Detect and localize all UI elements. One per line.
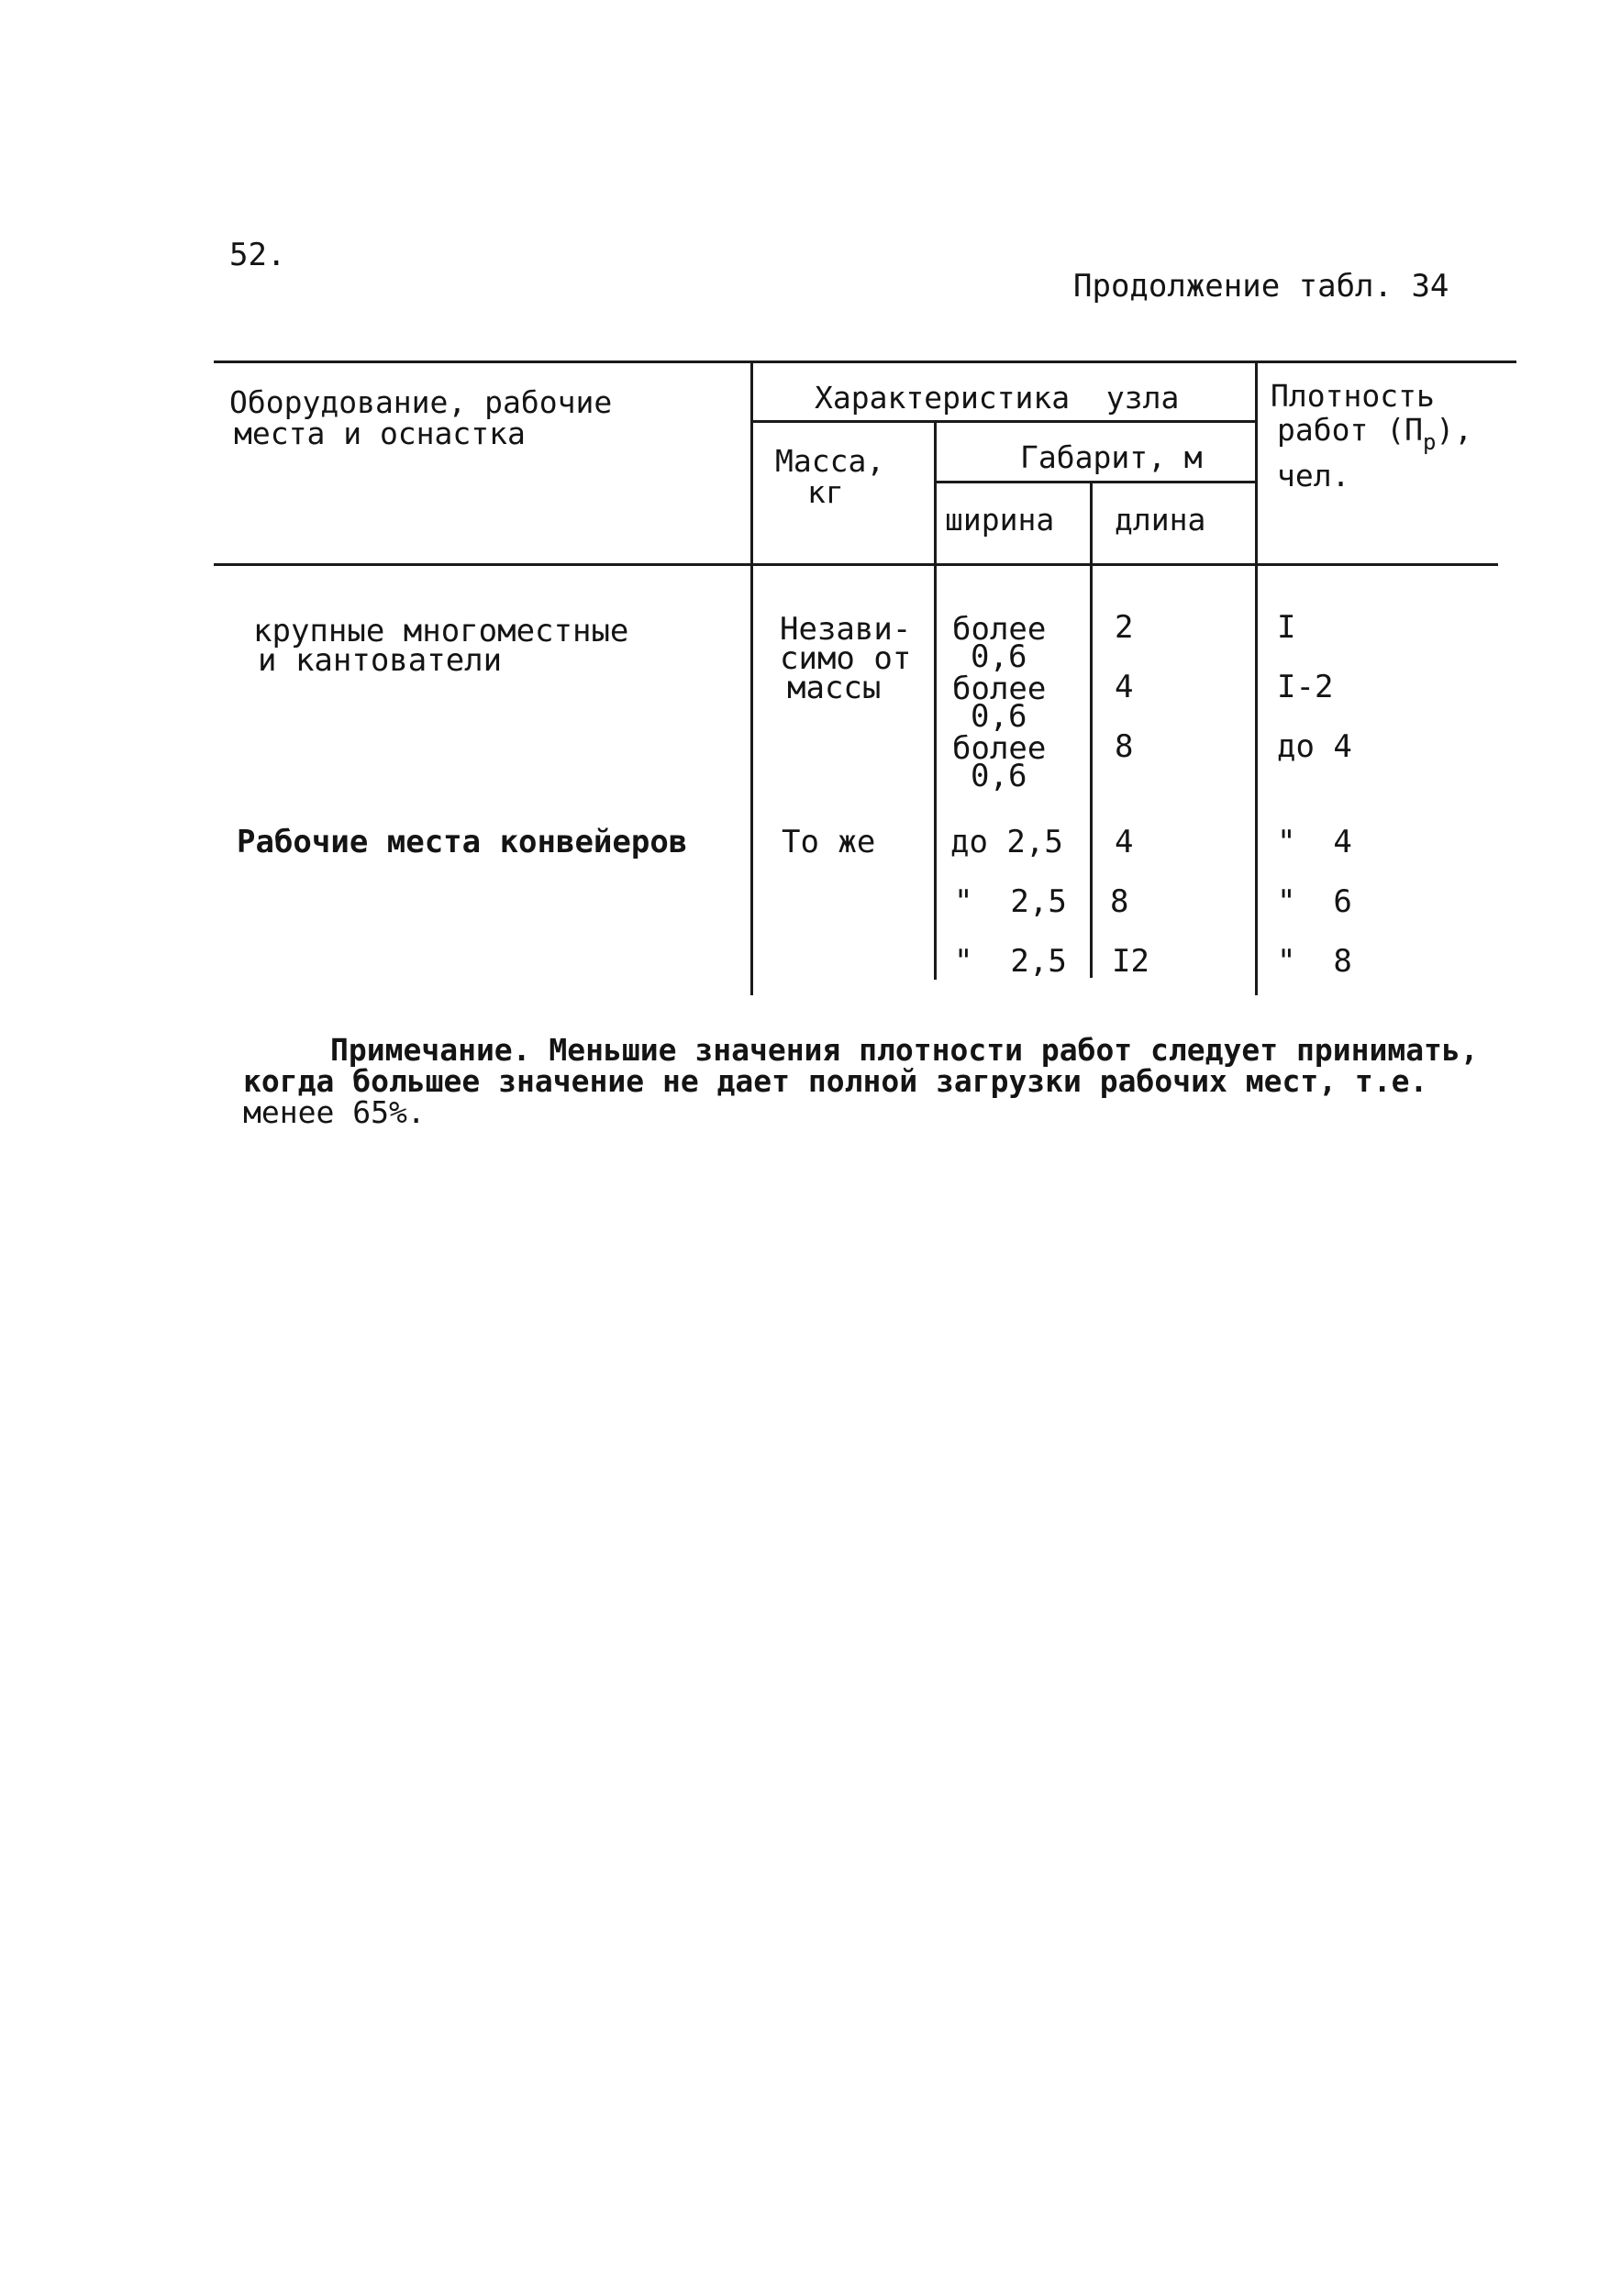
col-divider-equipment [750,362,753,995]
header-dimension: Габарит, м [1020,439,1203,475]
group1-name-line2: и кантователи [258,642,503,679]
table-continuation-title: Продолжение табл. 34 [1073,268,1449,305]
table-note [243,1032,1491,1130]
group1-row1-density: I [1277,609,1296,646]
group2-row2-width: " 2,5 [954,883,1067,920]
header-bottom-rule [214,563,1498,566]
group1-mass-line3: массы [787,670,882,706]
group1-row3-width-line1: более [952,730,1047,767]
group1-mass-line2: симо от [780,640,912,677]
group2-name: Рабочие места конвейеров [237,824,688,860]
group1-row3-density: до 4 [1277,728,1352,765]
group2-row1-width: до 2,5 [950,824,1063,860]
col-divider-length [1255,362,1258,995]
characteristic-rule [750,420,1255,423]
header-equipment-line1: Оборудование, рабочие [229,384,613,420]
group1-row2-width-line1: более [952,671,1047,707]
note-line3: менее 65%. [243,1094,426,1130]
table-top-rule [214,360,1516,363]
header-density-line2 [1277,412,1473,458]
group1-row3-width-line2: 0,6 [971,758,1027,794]
note-line2: когда большее значение не дает полной загрузки рабочих мест, т.е. [243,1063,1428,1099]
header-width: ширина [945,502,1055,538]
group2-row3-density: " 8 [1277,943,1352,980]
page-number: 52. [229,237,286,273]
group1-mass-line1: Незави- [780,611,912,648]
group1-name-line1: крупные многоместные [253,613,629,649]
group2-row3-width: " 2,5 [954,943,1067,980]
header-mass-line2: кг [807,474,844,510]
header-density-line3: чел. [1277,458,1350,494]
group1-row1-width-line1: более [952,611,1047,648]
group2-row2-length: 8 [1110,883,1129,920]
group2-row3-length: I2 [1112,943,1149,980]
group1-row2-width-line2: 0,6 [971,698,1027,735]
density-subscript: р [1422,429,1437,455]
density-suffix: ), [1436,412,1473,448]
col-divider-mass [934,420,937,980]
group2-mass: То же [782,824,876,860]
header-density-line1: Плотность [1271,378,1435,414]
col-divider-width [1090,482,1093,978]
group1-row2-density: I-2 [1277,669,1334,705]
group2-row1-density: " 4 [1277,824,1352,860]
header-equipment-line2: места и оснастка [234,416,526,451]
dimension-rule [934,481,1255,483]
header-length: длина [1115,502,1206,538]
group1-row2-length: 4 [1115,669,1134,705]
header-mass-line1: Масса, [775,443,885,479]
group2-row2-density: " 6 [1277,883,1352,920]
group1-row1-length: 2 [1115,609,1134,646]
note-line1: Примечание. Меньшие значения плотности работ следует принимать, [330,1032,1479,1068]
group1-row3-length: 8 [1115,728,1134,765]
header-characteristic: Характеристика узла [815,380,1180,416]
group1-row1-width-line2: 0,6 [971,638,1027,675]
group2-row1-length: 4 [1115,824,1134,860]
density-label: работ (П [1277,412,1423,448]
